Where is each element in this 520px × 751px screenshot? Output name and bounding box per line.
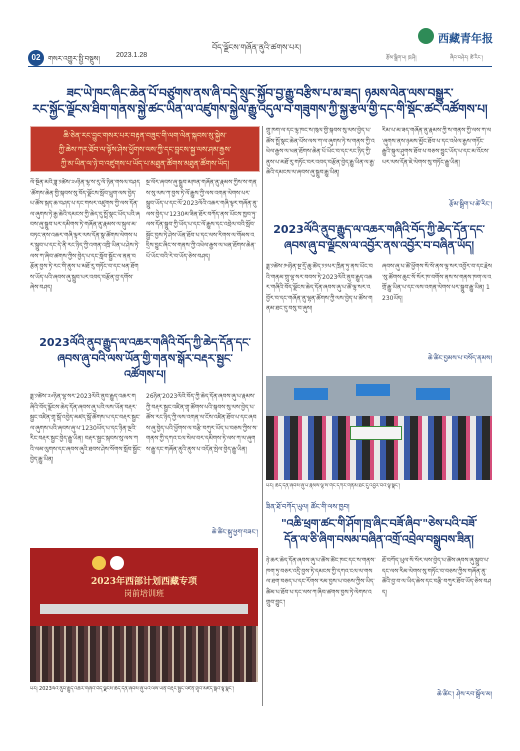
- highlight-line2: ཀྱི་ཆེས་ཀར་ཐོབ་ལ་ལྟོས་ཤེས་ཕྱོགས་ལས་ཀྱི་དང་བླངས་སྐྱ་ལས་ཤམ་རྒྱས་: [58, 145, 232, 154]
- article4-column-right: ཞབས་ཞུ་པ་ཚོ་ཕྱོགས་སོ་སོ་ནས་ལྷ་སར་འབྱོར་བ་དང་རྗེས་སུ་ཚོགས་ཆུང་སོ་སོར་ཁ་བགོས་ནས་ས་གནས་ཁག་ལ་འགྲོ་རྒྱུ་ཡིན་པ་དང་ལས་འགན་ལེགས་པར་སྒྲུབ་རྒྱུ་ཡིན། 1230ཡོད།: [382, 263, 492, 302]
- article4-title-line1: 2023ལོའི་ནུབ་རྒྱུད་ལ་འཆར་གཞིའི་བོད་ཀྱི་ཆེད་དོན་དང་: [273, 223, 485, 236]
- arrival-group-photo: [266, 376, 492, 480]
- podium-table: [40, 604, 248, 614]
- welcome-sign: [294, 388, 328, 400]
- article5-title-line1: "འཆི་ཕྲག་ཚང་གི་ཤོག་ཁྲ་ཞིང་བཟོ་ཞིབ་"ཅེས་པའི་བཟོ་: [280, 517, 478, 530]
- issue-date: 2023.1.28: [116, 52, 148, 59]
- article5-column-right: ཐོ་བཀོད་ཡུལ་སོ་སོར་ལས་བྱེད་པ་ཚོས་ཞབས་ཞུ་སྒྲུབ་པ་དང་ལས་རིམ་ལེགས་སུ་གཏོང་བ་བཅས་ཀྱིས་གཞོན་ནུ་ཚོའི་བྱ་བ་ལ་ཡིད་ཆེས་དང་བརྩི་བཀུར་ཐོབ་ཡོད་ཅེས་བཤད།: [382, 557, 492, 596]
- masthead-tibetan-title: བོད་ལྗོངས་གཞོན་ནུའི་ཚགས་པར།: [212, 43, 301, 52]
- article4-byline: ཆེ་ཚིང་བྱམས་པ་བསོད་ནམས།: [427, 354, 492, 362]
- arrival-photo-caption: པར། ཆེད་དོན་ཞབས་ཞུ་པ་རྣམས་ལྷ་ས་གོང་དཀར་གནམ་ཐང་དུ་འབྱོར་བའི་ལྟ་སྣང་།: [266, 483, 400, 489]
- column-divider: [262, 126, 263, 706]
- highlight-line1: ཆི་ཅེན་རང་བྱུང་གསར་པར་བརྟན་བཟུང་གི་ལག་ལེན་སྐབས་སུ་སྐྱེས་: [63, 131, 227, 140]
- newspaper-name: 西藏青年报: [438, 32, 493, 45]
- article3-column-right: རིམ་པ་མ་ཟད་གཞོན་ནུ་རྣམས་ཀྱི་ས་གནས་ཀྱི་ལས་ཀ་ལ་ཞུགས་ནས་ཉམས་མྱོང་ཐོབ་པ་དང་འཕེལ་རྒྱས་གཏོང་རྒྱུའི་སྐུལ་ཤུགས་ཐོབ་པ་བཅས་བྱུང་ཡོད་པ་དང་མ་འོངས་པར་ལས་དོན་ཇེ་ལེགས་སུ་གཏོང་རྒྱུ་ཡིན།: [382, 127, 492, 166]
- article5-kicker: ཟིན་ཐོ་བཀོད་ཡུལ། ཚོང་གི་ལས་ཁྱབ།: [266, 503, 350, 511]
- main-headline-line2: རང་སྐྱོང་ལྗོངས་ཐིག་གནས་སྐྱེ་ཚང་ཡིན་ལ་འཛུགས་སྐྱེལ་རྒྱུ་འདུལ་བ་གཟུགས་ཀྱི་སྐྱ་རྩལ་གྱི་དང་གི་སྡོང་ཚང་འཚོགས་པ།: [32, 102, 488, 116]
- banner-text-line2: 岗前培训班: [124, 589, 164, 598]
- training-class-photo: [30, 548, 258, 682]
- article5-column-left: ཉེ་ཆར་ཆེད་དོན་ཞབས་ཞུ་པ་ཚོས་ཚོང་ཁང་དང་ས་གནས་ཁག་ཏུ་བཅར་འདྲི་བྱས་ཏེ་དམངས་ཀྱི་དཀའ་ངལ་ལ་གསལ་ཐག་བཅད་པ་དང་རོགས་རམ་བྱས་པ་བཅས་ཀྱིས་ཡིད་ཚིམ་པ་ཐོབ་པ་དང་ལས་ཀ་ཞིབ་ཚགས་བྱས་ཏེ་ལེགས་འགྲུབ་བྱུང་།: [266, 557, 376, 606]
- audience-crowd: [30, 626, 258, 682]
- article1-column-right: སྔ་ལོར་ཞབས་ཞུ་སྒྲུབ་མཁན་གཞོན་ནུ་རྣམས་ཀྱིས་ས་གནས་སུ་ལས་ཀ་བྱས་ཏེ་ལོ་རྒྱུས་ཀྱི་ལས་འགན་ལེགས་པར་སྒྲུབ་ཡོད་པ་དང་ལོ་2023ལོའི་འཆར་གཞི་ལྟར་གཞོན་ནུ་ལས་བྱེད་པ་1230མ་ཟིན་ཐོར་བཀོད་ནས་ཡོངས་ཁྱབ་ཏུ་ལས་དོན་སྒྲུབ་ཀྱི་ཡོད་པ་དང་ལོ་རྒྱུས་དང་འབྲེལ་བའི་སློབ་སྦྱོང་བྱས་ཏེ་ཤེས་ཡོན་ཐོབ་པ་དང་ལས་རིགས་ལ་གོམས་འདྲིས་བྱུང་ཞིང་ས་གནས་ཀྱི་འཕེལ་རྒྱས་ལ་ཕན་ཐོགས་ཆེན་པོ་ཡོང་བའི་རེ་བ་ཡོད་ཅེས་བཤད།: [146, 179, 258, 260]
- emblem-icon: [92, 556, 106, 570]
- article2-title-line3: འཚོགས་པ།: [124, 368, 166, 381]
- main-headline-line1: ཟང་ཡེ་ཁང་ཞིང་ཆེན་པོ་བཙུགས་ནས་ཞི་བདེ་སྲུང་སྐྱོབ་བྱ་རྒྱུ་བརྩིས་པ་མ་ཟད། ཉམས་ལེན་ལས་བསྒྱུར་: [66, 86, 454, 100]
- article2-title-line2: ཞབས་ཞུ་བའི་ལས་ཡོན་གྱི་གནས་སྒོར་བརྡར་སྦྱང་: [57, 352, 233, 365]
- editor-info: རྩོམ་སྒྲིག་པ། ཁྲ་ཤི།: [386, 55, 417, 61]
- proofreader-info: ཞིབ་བཤེར། ཚེ་རིང་།: [450, 55, 483, 61]
- page-header: [0, 0, 520, 63]
- heart-logo-icon: [110, 556, 124, 570]
- page-number-badge: 02: [28, 50, 44, 66]
- article2-byline: ཆེ་ཚིང་སྐུ་ཕྱག་བཟང་།: [211, 528, 258, 536]
- section-name: གསར་འགྱུར་སྤྱི་བསྡུས།: [48, 55, 100, 63]
- article3-byline: རྩོམ་སྒྲིག་པ་ཚེ་རིང་།: [448, 200, 492, 208]
- article3-column-left: གྲུ་ཁག་ལ་དང་ལྷ་ཁང་ས་ཁུལ་གྱི་སྐབས་སུ་ལས་བྱེད་པ་ཚོས་སྤྲོ་སྣང་ཆེན་པོས་ལས་ཀ་ལ་ཞུགས་ཏེ་ས་གནས་ཀྱི་འཕེལ་རྒྱས་ལ་ཕན་ཐོགས་ཆེན་པོ་ཡོང་བ་དང་རང་ཉིད་ཀྱི་ནུས་པ་མཐོ་རུ་གཏོང་བར་འབད་བརྩོན་བྱེད་རྒྱུ་ཡིན་ལ་རྒྱ་ཆེའི་དམངས་ལ་ཞབས་ཞུ་སྒྲུབ་རྒྱུ་ཡིན།: [266, 127, 375, 176]
- article2-title-line1: 2023ལོའི་ནུབ་རྒྱུད་ལ་འཆར་གཞིའི་བོད་ཀྱི་ཆེད་དོན་དང་: [39, 336, 251, 349]
- welcome-sign: [356, 384, 390, 396]
- highlight-line3: ཀྱི་མ་ཡིན་ལ་ཉེ་བ་འཛུགས་པ་ཡོད་པ་མཐུན་ཚོགས་མཐུན་ཚོགས་ཡོད།: [60, 159, 230, 168]
- training-photo-caption: པར། 2023ལོའི་ནུབ་རྒྱུད་འཆར་གཞིའི་བོད་ལྗོངས་ཆེད་དོན་ཞབས་ཞུ་པའི་ལས་ཡོན་བརྡར་སྦྱང་འཛིན་གྲྭའི་མཛད་སྒོའི་ལྟ་སྣང་།: [30, 686, 234, 692]
- article1-column-left: ལོ་སྔོན་མའི་ཟླ་༡ཚེས་༢༦ཉིན་ལྷ་ས་རུ་ལོ་ཉིན་གསལ་བཤད་ཚོགས་ཆེན་གྱི་སྐབས་སུ་བོད་ལྗོངས་སློབ་ཕྲུག་ལས་བྱེད་པ་ཚོས་སྐད་ཆ་བཤད་པ་དང་གསར་འཛུགས་ཀྱི་ལས་དོན་ལ་ཞུགས་ཏེ་རྒྱ་ཆེའི་དམངས་ཀྱི་ཆེད་དུ་སྤྲོ་སྣང་ཡོད་པའི་ཞབས་ཞུ་སྒྲུབ་པར་དམིགས་ཏེ་གཞོན་ནུ་རྣམས་ལ་སྐུལ་མ་བཏང་ནས་འཆར་གཞི་ལྟར་ལས་དོན་སྣ་ཚོགས་ལེགས་པར་སྒྲུབ་པ་དང་དེ་ནི་རང་ཉིད་ཀྱི་འགན་འཁྲི་ཡིན་པ་ཤེས་ཏེ་ལས་ཀ་ཞིབ་ཚགས་ཀྱིས་བྱེད་པ་དང་སློབ་སྦྱོང་ལ་ནན་བརྩོན་བྱས་ཏེ་རང་གི་ནུས་པ་མཐོ་རུ་གཏོང་བ་དང་ཕན་ཐོགས་ཡོད་པའི་ཞབས་ཞུ་སྒྲུབ་པར་འབད་བརྩོན་བྱ་དགོས་ཞེས་བཤད།: [30, 179, 140, 291]
- banner-text-line1: 2023年西部计划西藏专项: [90, 577, 198, 587]
- highlight-box: [30, 126, 260, 172]
- article4-column-left: ཟླ་༡ཚེས་༡༥ཉིན་སྔ་དྲོ་ཆུ་ཚོད་༡༡པར་ཁྲིན་ཏུ་ནས་ཡོང་བའི་གནམ་གྲུ་ལྷ་སར་བབས་ཏེ་2023ལོའི་ནུབ་རྒྱུད་འཆར་གཞིའི་བོད་ལྗོངས་ཆེད་དོན་ཞབས་ཞུ་པ་ཚོ་ལྷ་སར་འབྱོར་བ་དང་གཞོན་ནུ་ལྷན་ཚོགས་ཀྱི་ལས་བྱེད་པ་ཚོས་གནམ་ཐང་དུ་བསུ་བ་ཞུས།: [266, 263, 373, 312]
- welcome-sign: [416, 388, 450, 400]
- article5-byline: ཆེ་ཚིང་། ཤེས་རབ་སྒྲོལ་མ།: [436, 690, 492, 698]
- article2-column-right: 26ཉིན་2023ལོའི་བོད་ཀྱི་ཆེད་དོན་ཞབས་ཞུ་པ་རྣམས་ཀྱི་བརྡར་སྦྱང་འཛིན་གྲྭ་ཚོགས་པའི་སྐབས་སུ་ལས་བྱེད་པ་ཚོས་རང་ཉིད་ཀྱི་ལས་འགན་ལ་ངོས་འཛིན་ཐོབ་པ་དང་ཞབས་ཞུ་བྱེད་པའི་ཕྱོགས་ལ་བརྩི་བཀུར་ཡོད་པ་བཅས་ཀྱིས་ས་གནས་ཀྱི་དཀའ་ངལ་སེལ་བར་དམིགས་ཏེ་ལས་ཀ་ལ་ཞུགས་རྒྱུ་དང་གཞོན་ནུའི་ནུས་པ་འདོན་སྤེལ་བྱེད་རྒྱུ་ཡིན།: [146, 393, 258, 453]
- header-rule: [28, 66, 492, 67]
- article2-column-left: ཟླ་༡ཚེས་༢༦ཉིན་ལྷ་སར་2023ལོའི་ནུབ་རྒྱུད་འཆར་གཞིའི་བོད་ལྗོངས་ཆེད་དོན་ཞབས་ཞུ་པའི་ལས་ཡོན་བརྡར་སྦྱང་འཛིན་གྲྭ་སྒོ་འབྱེད་མཛད་སྒོ་ཚོགས་པ་དང་བརྡར་སྦྱང་ལ་ཞུགས་པའི་ཞབས་ཞུ་པ་1230ཡོད་པ་དང་ཉིན་ལྔའི་རིང་བརྡར་སྦྱང་བྱེད་རྒྱུ་ཡིན། བརྡར་སྦྱང་སྐབས་སུ་ལས་ཀའི་ལམ་ལུགས་དང་ཞབས་ཞུའི་ཐབས་ཤེས་སོགས་སློབ་སྦྱོང་བྱེད་རྒྱུ་ཡིན།: [30, 393, 142, 463]
- banner-sign: [350, 426, 402, 440]
- article4-title-line2: ཞབས་ཞུ་བ་ལྗོངས་ལ་འབྱོར་ནས་འབྱོར་བ་བཞིན་ཡོད།: [284, 239, 474, 252]
- newspaper-logo-icon: [418, 28, 434, 44]
- stage-backdrop: [30, 548, 258, 626]
- article5-title-line2: དོན་ལ་ཅི་ཞིག་བསམ་བཞིན་འགྲོ་འབྲེལ་བསྒྲུབས་ཟིན།: [284, 533, 474, 546]
